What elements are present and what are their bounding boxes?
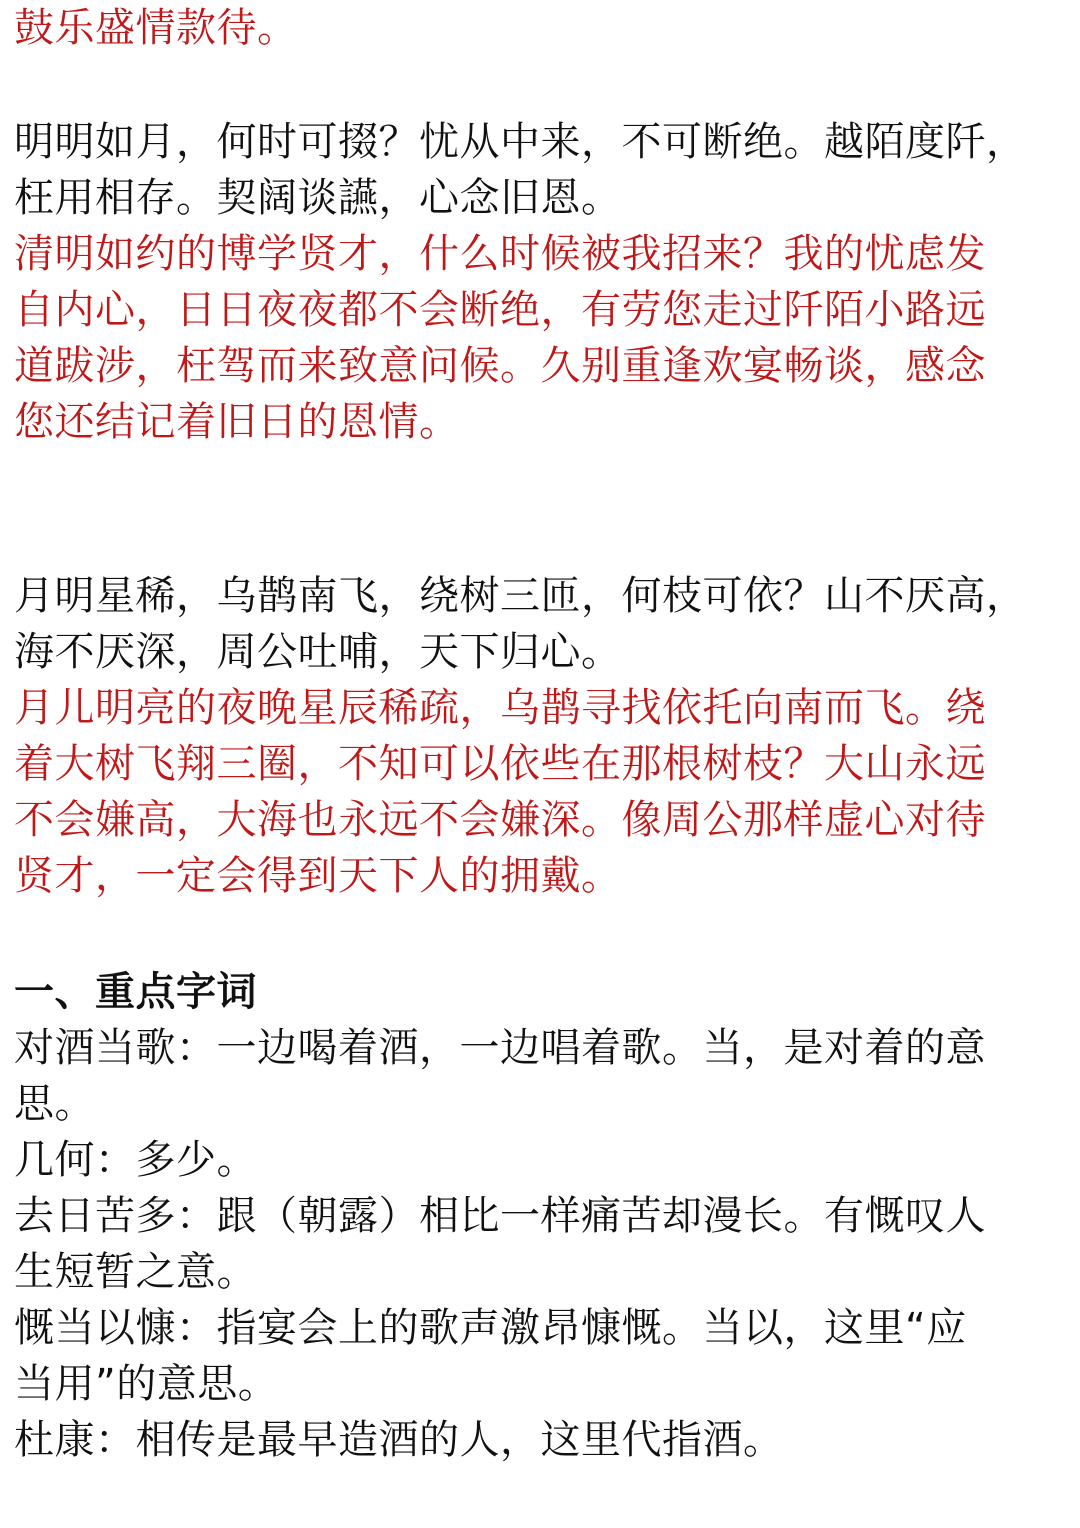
section-heading: 一、重点字词: [14, 969, 257, 1015]
document-page: [14, 0, 1070, 1468]
translation-line: 鼓乐盛情款待。: [14, 5, 298, 51]
translation-line: 月儿明亮的夜晚星辰稀疏，乌鹊寻找依托向南而飞。绕: [14, 685, 986, 731]
spacer: [14, 450, 1070, 568]
vocab-line: 生短暂之意。: [14, 1249, 257, 1295]
poem-line: 明明如月，何时可掇？忧从中来，不可断绝。越陌度阡，: [14, 119, 1027, 165]
spacer: [14, 904, 1070, 964]
vocab-line: 思。: [14, 1081, 95, 1127]
translation-line: 您还结记着旧日的恩情。: [14, 399, 460, 445]
vocab-line: 当用”的意思。: [14, 1361, 279, 1407]
translation-line: 贤才，一定会得到天下人的拥戴。: [14, 853, 622, 899]
translation-line: 自内心，日日夜夜都不会断绝，有劳您走过阡陌小路远: [14, 287, 986, 333]
vocab-line: 几何：多少。: [14, 1137, 257, 1183]
poem-line: 海不厌深，周公吐哺，天下归心。: [14, 629, 622, 675]
poem-line: 月明星稀，乌鹊南飞，绕树三匝，何枝可依？山不厌高，: [14, 573, 1027, 619]
vocab-line: 杜康：相传是最早造酒的人，这里代指酒。: [14, 1417, 784, 1463]
spacer: [14, 56, 1070, 114]
vocab-line: 去日苦多：跟（朝露）相比一样痛苦却漫长。有慨叹人: [14, 1193, 986, 1239]
poem-line: 枉用相存。契阔谈讌，心念旧恩。: [14, 175, 622, 221]
translation-line: 道跋涉，枉驾而来致意问候。久别重逢欢宴畅谈，感念: [14, 343, 986, 389]
vocab-line: 对酒当歌：一边喝着酒，一边唱着歌。当，是对着的意: [14, 1025, 986, 1071]
vocab-line: 慨当以慷：指宴会上的歌声激昂慷慨。当以，这里“应: [14, 1305, 967, 1351]
translation-line: 清明如约的博学贤才，什么时候被我招来？我的忧虑发: [14, 231, 986, 277]
translation-line: 不会嫌高，大海也永远不会嫌深。像周公那样虚心对待: [14, 797, 986, 843]
translation-line: 着大树飞翔三圈，不知可以依些在那根树枝？大山永远: [14, 741, 986, 787]
